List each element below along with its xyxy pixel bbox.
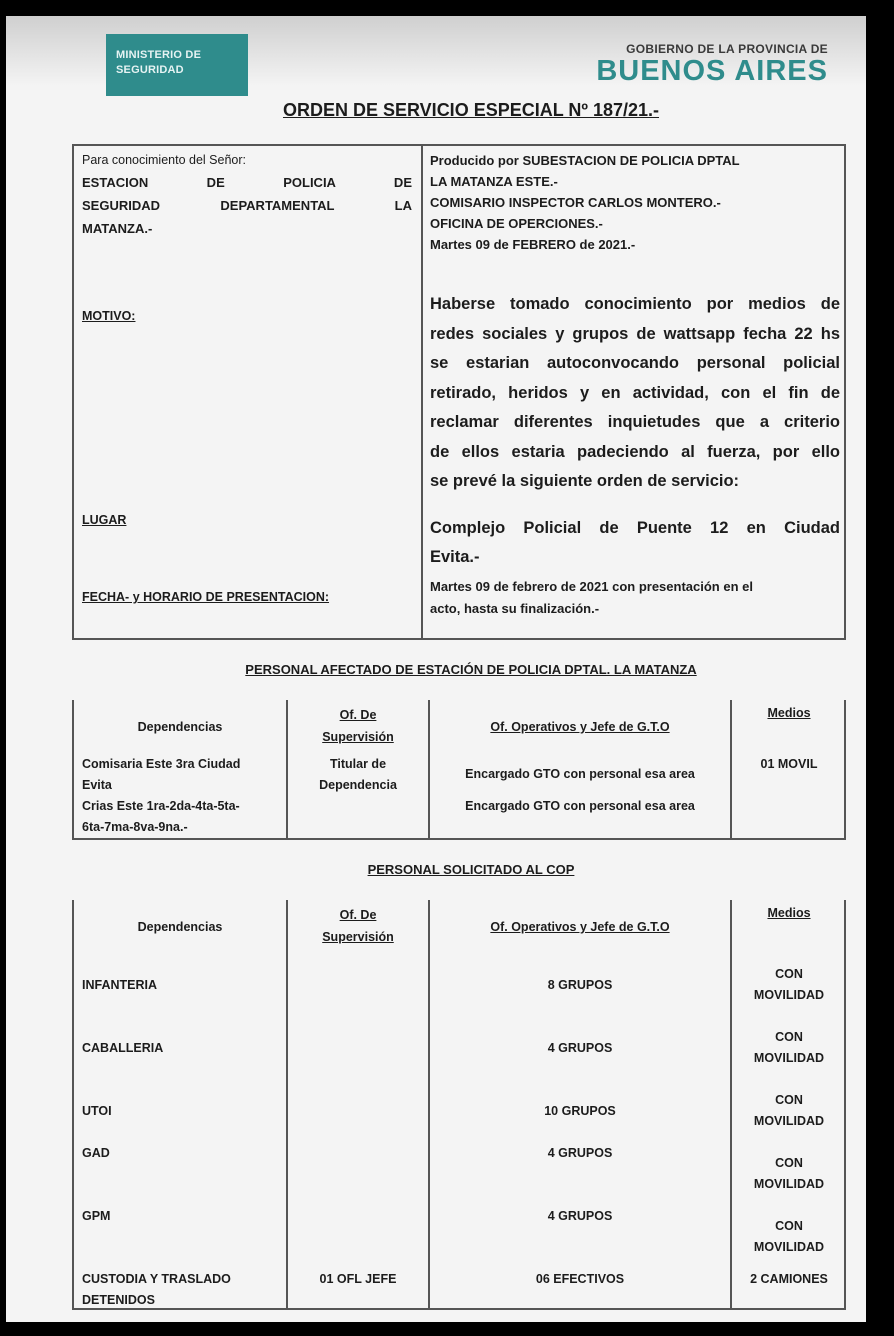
ministry-logo-line: MINISTERIO DE <box>116 49 202 61</box>
motivo-line: redes sociales y grupos de wattsapp fecha 22 hs <box>430 324 840 343</box>
medios-value: MOVILIDAD <box>753 1114 825 1128</box>
producer-line: COMISARIO INSPECTOR CARLOS MONTERO.- <box>430 195 721 210</box>
dependencia-name: UTOI <box>82 1104 112 1118</box>
producer-line: OFICINA DE OPERCIONES.- <box>430 216 603 231</box>
medios-value: CON <box>775 967 803 981</box>
motivo-line: retirado, heridos y en actividad, con el fin de <box>430 383 840 402</box>
recipient-line: ESTACION DE POLICIA DE <box>82 175 412 190</box>
column-divider <box>421 146 423 638</box>
dependencia-name: CUSTODIA Y TRASLADO <box>82 1272 231 1286</box>
medios-value: CON <box>775 1030 803 1044</box>
producer-line: LA MATANZA ESTE.- <box>430 174 558 189</box>
motivo-line: se estarian autoconvocando personal policial <box>430 354 840 372</box>
operativos-value: 4 GRUPOS <box>547 1146 613 1160</box>
section-title: PERSONAL SOLICITADO AL COP <box>367 862 575 877</box>
medios-value: MOVILIDAD <box>753 1051 825 1065</box>
medios-value: MOVILIDAD <box>753 988 825 1002</box>
producer-line: Producido por SUBESTACION DE POLICIA DPTAL <box>430 153 740 168</box>
column-divider <box>286 900 288 1308</box>
info-table <box>72 144 846 640</box>
government-logo <box>596 42 828 86</box>
header-dependencias: Dependencias <box>137 720 223 734</box>
document-title: ORDEN DE SERVICIO ESPECIAL Nº 187/21.- <box>282 100 660 120</box>
fecha-line: Martes 09 de febrero de 2021 con presentación en el <box>430 579 753 594</box>
ministry-logo-line: SEGURIDAD <box>116 64 184 76</box>
dependencia-name: INFANTERIA <box>82 978 157 992</box>
operativos-value: 06 EFECTIVOS <box>535 1272 625 1286</box>
personal-afectado-table <box>72 700 846 840</box>
dependencia-name: GAD <box>82 1146 110 1160</box>
header-supervision: Of. De <box>339 708 377 722</box>
header-operativos: Of. Operativos y Jefe de G.T.O <box>490 720 670 734</box>
dependencia-line: Comisaria Este 3ra Ciudad <box>82 757 241 771</box>
government-title: BUENOS AIRES <box>596 55 828 87</box>
motivo-line: de ellos estaria padeciendo al fuerza, por ello <box>430 442 840 461</box>
operativos-value: 10 GRUPOS <box>544 1104 616 1118</box>
supervision-value: Dependencia <box>319 778 397 792</box>
operativos-value: Encargado GTO con personal esa area <box>465 767 695 781</box>
section-title: PERSONAL AFECTADO DE ESTACIÓN DE POLICIA DPTAL. LA MATANZA <box>245 662 697 677</box>
ministry-logo <box>106 34 248 96</box>
para-label: Para conocimiento del Señor: <box>82 153 246 167</box>
personal-solicitado-table <box>72 900 846 1310</box>
dependencia-name: CABALLERIA <box>82 1041 164 1055</box>
recipient-line: MATANZA.- <box>82 221 153 236</box>
header-medios: Medios <box>767 706 811 720</box>
operativos-value: 4 GRUPOS <box>547 1041 613 1055</box>
operativos-value: Encargado GTO con personal esa area <box>465 799 695 813</box>
header-supervision: Supervisión <box>322 930 394 944</box>
document-page <box>6 16 866 1322</box>
medios-value: 01 MOVIL <box>760 757 818 771</box>
medios-value: MOVILIDAD <box>753 1177 825 1191</box>
fecha-line: acto, hasta su finalización.- <box>430 601 600 616</box>
motivo-label: MOTIVO: <box>82 309 136 323</box>
medios-value: MOVILIDAD <box>753 1240 825 1254</box>
medios-value: CON <box>775 1219 803 1233</box>
dependencia-name: DETENIDOS <box>82 1293 155 1307</box>
supervision-value: 01 OFL JEFE <box>319 1272 397 1286</box>
motivo-line: Haberse tomado conocimiento por medios de <box>430 295 840 313</box>
dependencia-line: Evita <box>82 778 112 792</box>
header-supervision: Supervisión <box>322 730 394 744</box>
fecha-label: FECHA- y HORARIO DE PRESENTACION: <box>82 590 330 604</box>
motivo-line: reclamar diferentes inquietudes que a criterio <box>430 413 840 431</box>
header-medios: Medios <box>767 906 811 920</box>
recipient-line: SEGURIDAD DEPARTAMENTAL LA <box>82 198 412 213</box>
government-subtitle: GOBIERNO DE LA PROVINCIA DE <box>626 42 828 56</box>
supervision-value: Titular de <box>329 757 387 771</box>
header-operativos: Of. Operativos y Jefe de G.T.O <box>490 920 670 934</box>
header-supervision: Of. De <box>339 908 377 922</box>
dependencia-line: 6ta-7ma-8va-9na.- <box>82 820 188 834</box>
lugar-line: Complejo Policial de Puente 12 en Ciudad <box>430 519 840 537</box>
motivo-line: se prevé la siguiente orden de servicio: <box>430 472 740 490</box>
operativos-value: 4 GRUPOS <box>547 1209 613 1223</box>
header-dependencias: Dependencias <box>137 920 223 934</box>
document-date: Martes 09 de FEBRERO de 2021.- <box>430 237 636 252</box>
dependencia-name: GPM <box>82 1209 111 1223</box>
lugar-label: LUGAR <box>82 513 127 527</box>
medios-value: CON <box>775 1093 803 1107</box>
operativos-value: 8 GRUPOS <box>547 978 613 992</box>
medios-value: 2 CAMIONES <box>750 1272 828 1286</box>
dependencia-line: Crias Este 1ra-2da-4ta-5ta- <box>82 799 240 813</box>
medios-value: CON <box>775 1156 803 1170</box>
lugar-line: Evita.- <box>430 548 480 566</box>
